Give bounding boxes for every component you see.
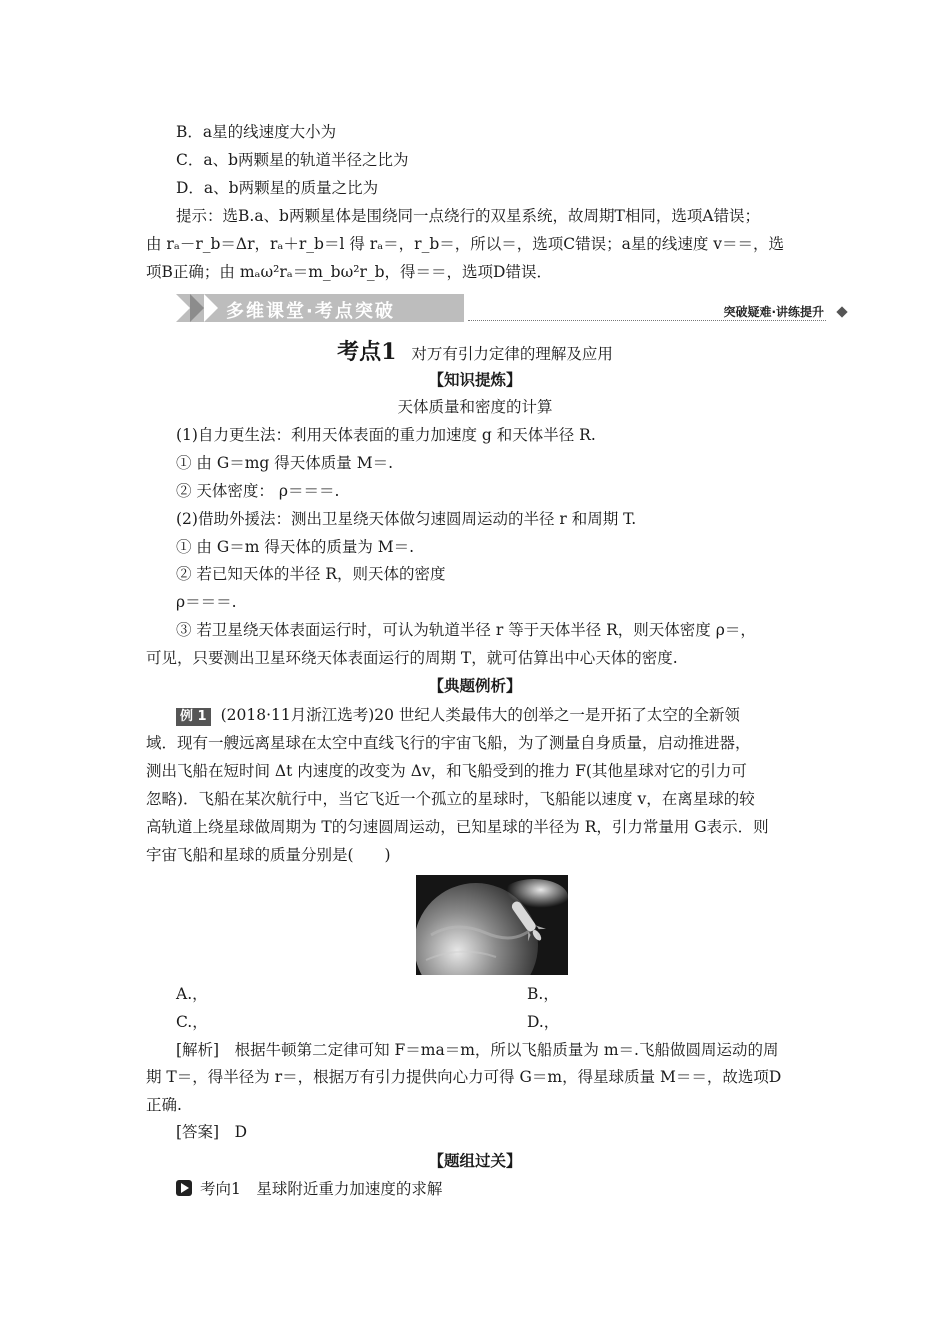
knowledge-line: ③ 若卫星绕天体表面运行时，可认为轨道半径 r 等于天体半径 R，则天体密度 ρ＝，	[176, 621, 756, 639]
hint-line-1: 提示：选B.a、b两颗星体是围绕同一点绕行的双星系统，故周期T相同，选项A错误；	[176, 207, 761, 225]
knowledge-heading: 【知识提炼】	[428, 370, 522, 389]
example-line: 域．现有一艘远离星球在太空中直线飞行的宇宙飞船，为了测量自身质量，启动推进器，	[146, 734, 751, 752]
banner-subtitle: 突破疑难·讲练提升	[723, 305, 824, 319]
option-c: C.，	[176, 1013, 208, 1031]
example-heading: 【典题例析】	[428, 676, 522, 695]
option-b-line: B．a星的线速度大小为	[176, 123, 337, 141]
option-c-line: C．a、b两颗星的轨道半径之比为	[176, 151, 409, 169]
hint-line-2: 由 rₐ－r_b＝Δr，rₐ＋r_b＝l 得 rₐ＝，r_b＝，所以＝，选项C错误；a星的线速度 v＝＝，选	[146, 235, 785, 253]
section-banner	[176, 292, 848, 324]
banner-chevron-icon	[176, 294, 190, 322]
option-b: B.，	[527, 985, 559, 1003]
analysis-line: 正确.	[146, 1096, 182, 1114]
banner-chevron-icon	[204, 294, 218, 322]
example-line: 高轨道上绕星球做周期为 T的匀速圆周运动，已知星球的半径为 R，引力常量用 G表示．则	[146, 818, 769, 836]
banner-dotted-rule	[468, 320, 826, 321]
banner-chevron-icon	[190, 294, 204, 322]
example-line-1	[176, 705, 740, 726]
example-line: 测出飞船在短时间 Δt 内速度的改变为 Δv，和飞船受到的推力 F(其他星球对它的引力可	[146, 762, 747, 780]
kaodian-number: 考点1	[337, 339, 397, 365]
analysis-line: [解析] 根据牛顿第二定律可知 F＝ma＝m，所以飞船质量为 m＝.飞船做圆周运动的周	[176, 1041, 779, 1059]
group-heading: 【题组过关】	[428, 1151, 522, 1170]
banner-title: 多维课堂·考点突破	[226, 301, 395, 322]
answer-line: [答案] D	[176, 1123, 248, 1141]
knowledge-line: (2)借助外援法：测出卫星绕天体做匀速圆周运动的半径 r 和周期 T.	[176, 510, 637, 528]
example-line: 宇宙飞船和星球的质量分别是( )	[146, 846, 391, 864]
diamond-icon	[836, 306, 847, 317]
option-d-line: D．a、b两颗星的质量之比为	[176, 179, 379, 197]
kaodian-title: 对万有引力定律的理解及应用	[411, 345, 613, 363]
knowledge-line: ② 若已知天体的半径 R，则天体的密度	[176, 565, 446, 583]
knowledge-line: ② 天体密度： ρ＝＝＝.	[176, 482, 340, 500]
hint-line-3: 项B正确；由 mₐω²rₐ＝m_bω²r_b，得＝＝，选项D错误．	[146, 263, 552, 281]
knowledge-line: ① 由 G＝mg 得天体质量 M＝.	[176, 454, 394, 472]
analysis-line: 期 T＝，得半径为 r＝，根据万有引力提供向心力可得 G＝m，得星球质量 M＝＝，故选项D	[146, 1068, 782, 1086]
knowledge-line: ① 由 G＝m 得天体的质量为 M＝.	[176, 538, 415, 556]
option-d: D.，	[527, 1013, 560, 1031]
option-a: A.，	[176, 985, 208, 1003]
example-text: (2018·11月浙江选考)20 世纪人类最伟大的创举之一是开拓了太空的全新领	[220, 706, 740, 724]
kaodian-heading	[0, 338, 950, 368]
knowledge-line: ρ＝＝＝.	[176, 593, 237, 611]
knowledge-subtitle: 天体质量和密度的计算	[397, 398, 553, 416]
example-line: 忽略)．飞船在某次航行中，当它飞近一个孤立的星球时，飞船能以速度 v，在离星球的较	[146, 790, 755, 808]
knowledge-line: (1)自力更生法：利用天体表面的重力加速度 g 和天体半径 R.	[176, 426, 596, 444]
direction-text: 考向1 星球附近重力加速度的求解	[200, 1180, 443, 1198]
spaceship-planet-illustration	[416, 875, 568, 975]
example-tag: 例 1	[176, 708, 211, 726]
spaceship-planet-image	[416, 875, 568, 975]
knowledge-line: 可见，只要测出卫星环绕天体表面运行的周期 T，就可估算出中心天体的密度.	[146, 649, 678, 667]
play-triangle-icon	[176, 1180, 192, 1196]
direction-line	[176, 1179, 442, 1199]
